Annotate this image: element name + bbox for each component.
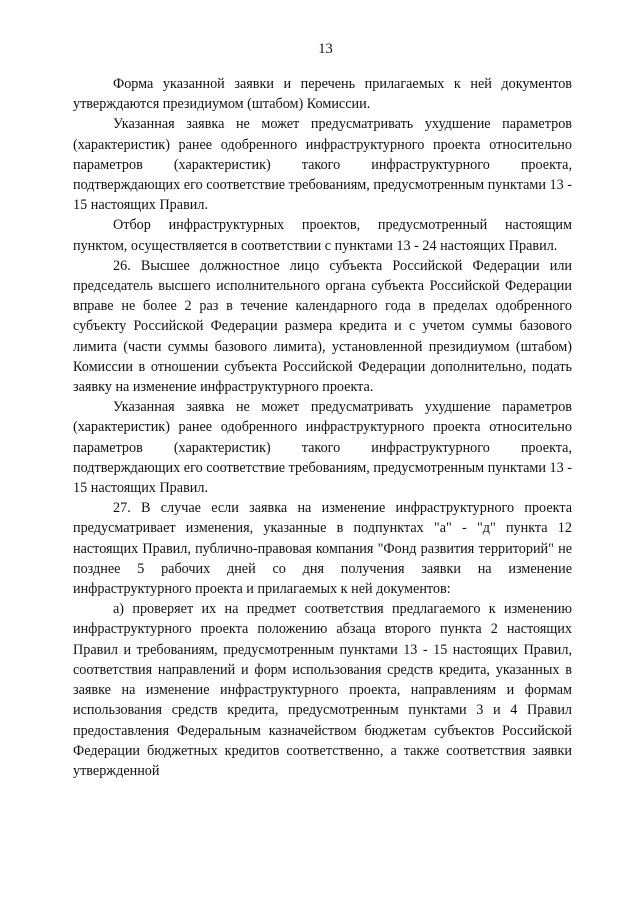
paragraph-clause-27: 27. В случае если заявка на изменение инфраструктурного проекта предусматривает изменения, указанные в подпунктах "а" - "д" пункта 12 настоящих Правил, публично-правовая компания "Фонд развития территорий" не позднее 5 рабочих дней со дня получения заявки на изменение инфраструктурного проекта и прилагаемых к ней документов: — [73, 500, 572, 598]
paragraph-no-worsening-1: Указанная заявка не может предусматривать ухудшение параметров (характеристик) ранее одобренного инфраструктурного проекта относительно параметров (характеристик) такого инфраструктурного проекта, подтверждающих его соответствие требованиям, предусмотренным пунктами 13 - 15 настоящих Правил. — [73, 116, 572, 214]
paragraph-clause-26: 26. Высшее должностное лицо субъекта Российской Федерации или председатель высшего исполнительного органа субъекта Российской Федерации вправе не более 2 раз в течение календарного года в пределах одобренного субъекту Российской Федерации размера кредита и с учетом суммы базового лимита (части суммы базового лимита), установленной президиумом (штабом) Комиссии в отношении субъекта Российской Федерации дополнительно, подать заявку на изменение инфраструктурного проекта. — [73, 257, 572, 396]
page-number: 13 — [318, 41, 333, 57]
paragraph-form-approval: Форма указанной заявки и перечень прилагаемых к ней документов утверждаются президиумом (штабом) Комиссии. — [73, 76, 572, 113]
paragraph-subclause-a: а) проверяет их на предмет соответствия предлагаемого к изменению инфраструктурного проекта положению абзаца второго пункта 2 настоящих Правил и требованиям, предусмотренным пунктами 13 - 15 настоящих Правил, соответствия направлений и форм использования средств кредита, указанных в заявке на изменение инфраструктурного проекта, направлениям и формам использования средств кредита, предусмотренным пунктами 3 и 4 Правил предоставления Федеральным казначейством бюджетам субъектов Российской Федерации бюджетных кредитов соответственно, а также соответствия заявки утвержденной — [73, 601, 572, 779]
paragraph-selection: Отбор инфраструктурных проектов, предусмотренный настоящим пунктом, осуществляется в соответствии с пунктами 13 - 24 настоящих Правил. — [73, 217, 572, 254]
document-body — [73, 74, 572, 781]
paragraph-no-worsening-2: Указанная заявка не может предусматривать ухудшение параметров (характеристик) ранее одобренного инфраструктурного проекта относительно параметров (характеристик) такого инфраструктурного проекта, подтверждающих его соответствие требованиям, предусмотренным пунктами 13 - 15 настоящих Правил. — [73, 399, 572, 497]
